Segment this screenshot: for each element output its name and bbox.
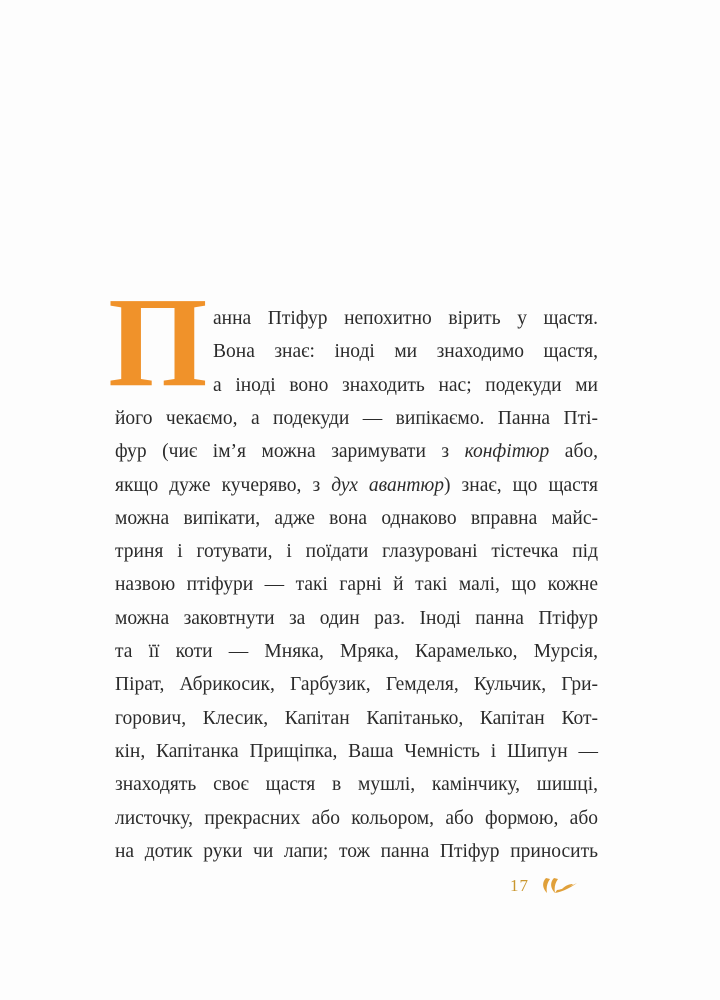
text-line — [115, 835, 598, 868]
text-line — [115, 535, 598, 568]
wheat-ears-icon — [540, 874, 580, 898]
text-line — [115, 568, 598, 601]
text-segment: Вона знає: іноді ми знаходимо щастя, — [213, 341, 598, 363]
text-segment: якщо дуже кучеряво, з — [115, 474, 332, 496]
drop-cap: П — [108, 271, 208, 413]
text-line — [213, 302, 598, 335]
italic-text: конфітюр — [464, 441, 550, 463]
text-line — [115, 435, 598, 468]
page-number: 17 — [510, 876, 529, 895]
text-line — [213, 369, 598, 402]
text-line — [213, 335, 598, 368]
text-segment: триня і готувати, і поїдати глазуровані тістечка під — [115, 541, 598, 563]
text-segment: назвою птіфури — такі гарні й такі малі, що кожне — [115, 574, 598, 596]
text-segment: фур (чиє ім’я можна заримувати з — [115, 441, 465, 463]
text-line — [115, 735, 598, 768]
text-line — [115, 768, 598, 801]
text-segment: знаходять своє щастя в мушлі, камінчику, шишці, — [115, 774, 598, 796]
text-segment: горович, Клесик, Капітан Капітанько, Капітан Кот- — [115, 707, 598, 729]
text-segment: а іноді воно знаходить нас; подекуди ми — [213, 374, 598, 396]
text-line — [115, 469, 598, 502]
text-segment: кін, Капітанка Прищіпка, Ваша Чемність і Шипун — — [115, 740, 598, 762]
text-line — [115, 668, 598, 701]
text-line — [115, 702, 598, 735]
text-segment: Пірат, Абрикосик, Гарбузик, Гемделя, Кульчик, Гри- — [115, 674, 598, 696]
text-line — [115, 802, 598, 835]
text-segment: листочку, прекрасних або кольором, або формою, або — [115, 807, 598, 829]
text-line — [115, 635, 598, 668]
text-segment: можна заковтнути за один раз. Іноді панна Птіфур — [115, 607, 598, 629]
text-segment: можна випікати, адже вона однаково вправна майс- — [115, 507, 598, 529]
text-line — [115, 402, 598, 435]
text-segment: ) знає, що щастя — [444, 474, 599, 496]
text-line — [115, 602, 598, 635]
text-segment: анна Птіфур непохитно вірить у щастя. — [213, 308, 598, 329]
text-segment: його чекаємо, а подекуди — випікаємо. Панна Пті- — [115, 407, 598, 429]
text-segment: або, — [549, 441, 598, 463]
italic-text: дух авантюр — [331, 474, 445, 496]
text-line — [115, 502, 598, 535]
text-segment: на дотик руки чи лапи; тож панна Птіфур приносить — [115, 840, 598, 862]
text-segment: та її коти — Мняка, Мряка, Карамелько, Мурсія, — [115, 641, 598, 662]
